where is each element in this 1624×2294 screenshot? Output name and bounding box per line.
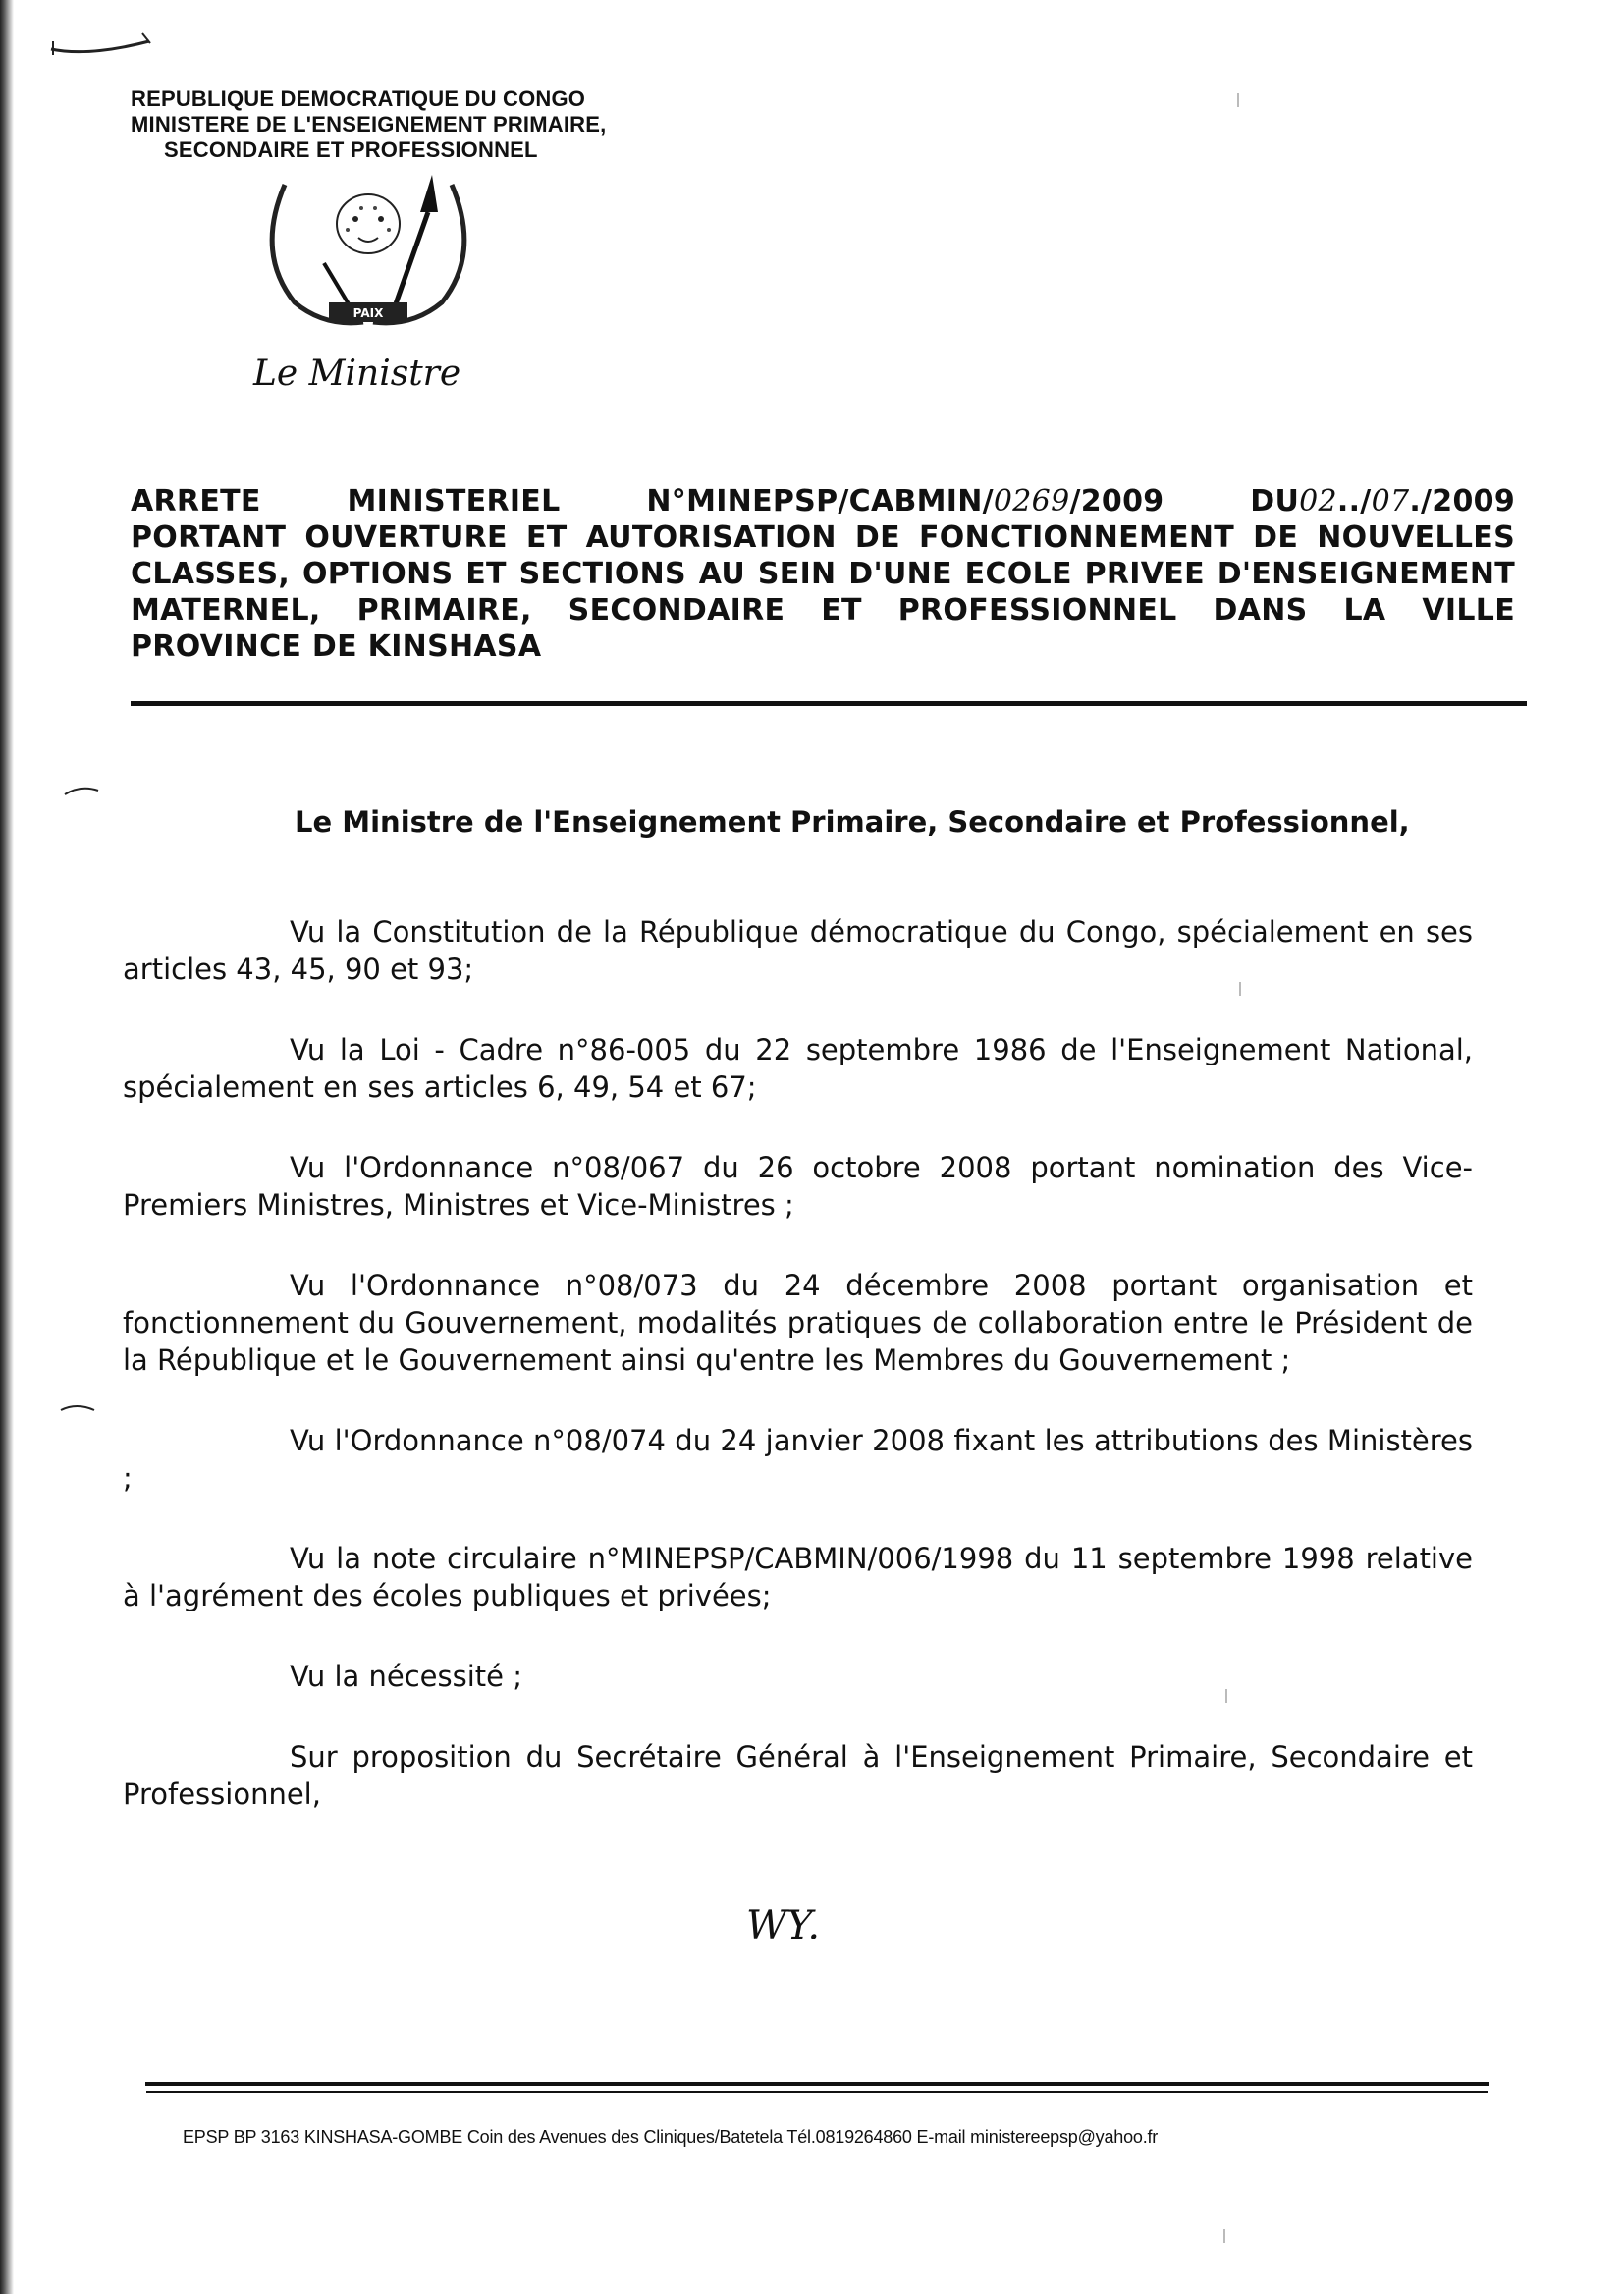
decree-number-handwritten: 0269 (993, 484, 1070, 519)
consideration-paragraph: Vu la Constitution de la République démocratique du Congo, spécialement en ses articles 43, 45, 90 et 93; (123, 915, 1473, 986)
minister-signature-title: Le Ministre (253, 354, 461, 394)
minister-heading: Le Ministre de l'Enseignement Primaire, Secondaire et Professionnel, (295, 805, 1410, 839)
consideration-paragraph: Vu la nécessité ; (290, 1660, 522, 1693)
handwritten-initials: WY. (746, 1903, 821, 1948)
consideration-paragraph: Vu l'Ordonnance n°08/067 du 26 octobre 2008 portant nomination des Vice-Premiers Ministres, Ministres et Vice-Ministres ; (123, 1151, 1473, 1222)
decree-header (131, 483, 1515, 665)
decree-label: ARRETE (131, 484, 261, 519)
header-line-department: SECONDAIRE ET PROFESSIONNEL (164, 137, 538, 162)
coat-of-arms-emblem (245, 165, 491, 361)
scan-edge-shadow (0, 0, 14, 2294)
scan-mark-left-1 (63, 781, 102, 800)
scan-mark-top (49, 22, 157, 61)
ministry-header (131, 86, 606, 163)
decree-date-month: 07 (1371, 484, 1410, 519)
scan-mark-left-2 (59, 1398, 98, 1418)
considerations (123, 913, 1473, 1856)
consideration-paragraph: Vu la note circulaire n°MINEPSP/CABMIN/006/1998 du 11 septembre 1998 relative à l'agrément des écoles publiques et privées; (123, 1542, 1473, 1612)
scan-speck (1237, 93, 1239, 107)
header-line-republic: REPUBLIQUE DEMOCRATIQUE DU CONGO (131, 86, 586, 111)
consideration-paragraph: Vu l'Ordonnance n°08/074 du 24 janvier 2008 fixant les attributions des Ministères ; (123, 1424, 1473, 1495)
consideration-paragraph: Sur proposition du Secrétaire Général à l'Enseignement Primaire, Secondaire et Professionnel, (123, 1740, 1473, 1811)
emblem-motto: PAIX (352, 306, 384, 320)
header-line-ministry: MINISTERE DE L'ENSEIGNEMENT PRIMAIRE, (131, 112, 607, 137)
decree-date: DU02../07./2009 (1250, 484, 1515, 519)
scan-speck (1239, 982, 1241, 996)
footer-contact: EPSP BP 3163 KINSHASA-GOMBE Coin des Avenues des Cliniques/Batetela Tél.0819264860 E-mail ministereepsp@yahoo.fr (183, 2127, 1159, 2147)
decree-type: MINISTERIEL (347, 484, 561, 519)
header-divider (131, 701, 1527, 706)
scan-speck (1225, 1689, 1227, 1703)
decree-reference-row (131, 483, 1515, 519)
consideration-paragraph: Vu l'Ordonnance n°08/073 du 24 décembre 2008 portant organisation et fonctionnement du Gouvernement, modalités pratiques de collaboration entre le Président de la République et le Gouvernement ainsi qu'entre les Membres du Gouvernement ; (123, 1269, 1473, 1377)
decree-title: PORTANT OUVERTURE ET AUTORISATION DE FONCTIONNEMENT DE NOUVELLES CLASSES, OPTIONS ET SECTIONS AU SEIN D'UNE ECOLE PRIVEE D'ENSEIGNEMENT MATERNEL, PRIMAIRE, SECONDAIRE ET PROFESSIONNEL DANS LA VILLE PROVINCE DE KINSHASA (131, 520, 1515, 664)
scan-speck (1223, 2229, 1225, 2243)
consideration-paragraph: Vu la Loi - Cadre n°86-005 du 22 septembre 1986 de l'Enseignement National, spécialement en ses articles 6, 49, 54 et 67; (123, 1033, 1473, 1104)
decree-number: N°MINEPSP/CABMIN/0269/2009 (646, 484, 1164, 519)
decree-date-day: 02 (1299, 484, 1337, 519)
footer-divider (145, 2082, 1489, 2086)
